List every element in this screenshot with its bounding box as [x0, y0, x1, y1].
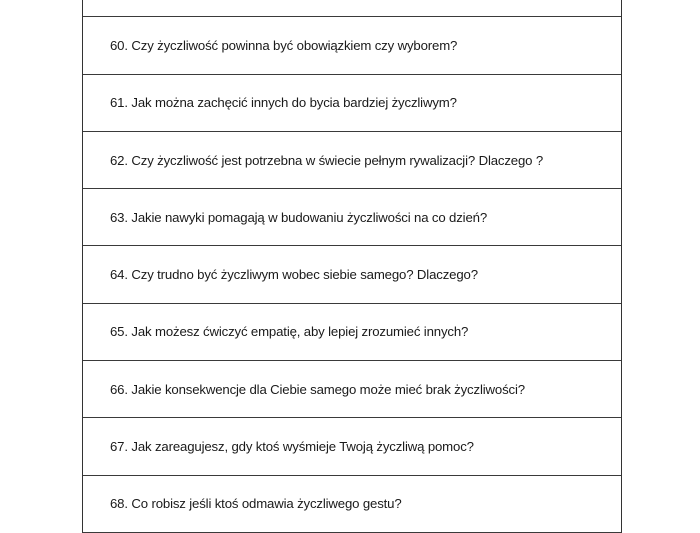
table-row — [83, 418, 621, 475]
table-row — [83, 0, 621, 17]
table-row — [83, 75, 621, 132]
question-text: 66. Jakie konsekwencje dla Ciebie samego może mieć brak życzliwości? — [110, 381, 525, 397]
question-text: 67. Jak zareagujesz, gdy ktoś wyśmieje Twoją życzliwą pomoc? — [110, 439, 474, 455]
question-text: 60. Czy życzliwość powinna być obowiązkiem czy wyborem? — [110, 37, 458, 53]
question-text: 62. Czy życzliwość jest potrzebna w świecie pełnym rywalizacji? Dlaczego ? — [110, 152, 544, 168]
question-text: 64. Czy trudno być życzliwym wobec siebie samego? Dlaczego? — [110, 267, 478, 283]
table-row — [83, 246, 621, 303]
table-row — [83, 17, 621, 74]
table-row — [83, 476, 621, 533]
question-text: 63. Jakie nawyki pomagają w budowaniu życzliwości na co dzień? — [110, 209, 488, 225]
table-row — [83, 304, 621, 361]
question-text: 65. Jak możesz ćwiczyć empatię, aby lepiej zrozumieć innych? — [110, 324, 469, 340]
table-row — [83, 132, 621, 189]
question-text: 68. Co robisz jeśli ktoś odmawia życzliwego gestu? — [110, 496, 402, 512]
question-text: 61. Jak można zachęcić innych do bycia bardziej życzliwym? — [110, 95, 457, 111]
table-row — [83, 361, 621, 418]
questions-table — [82, 0, 622, 533]
table-row — [83, 189, 621, 246]
